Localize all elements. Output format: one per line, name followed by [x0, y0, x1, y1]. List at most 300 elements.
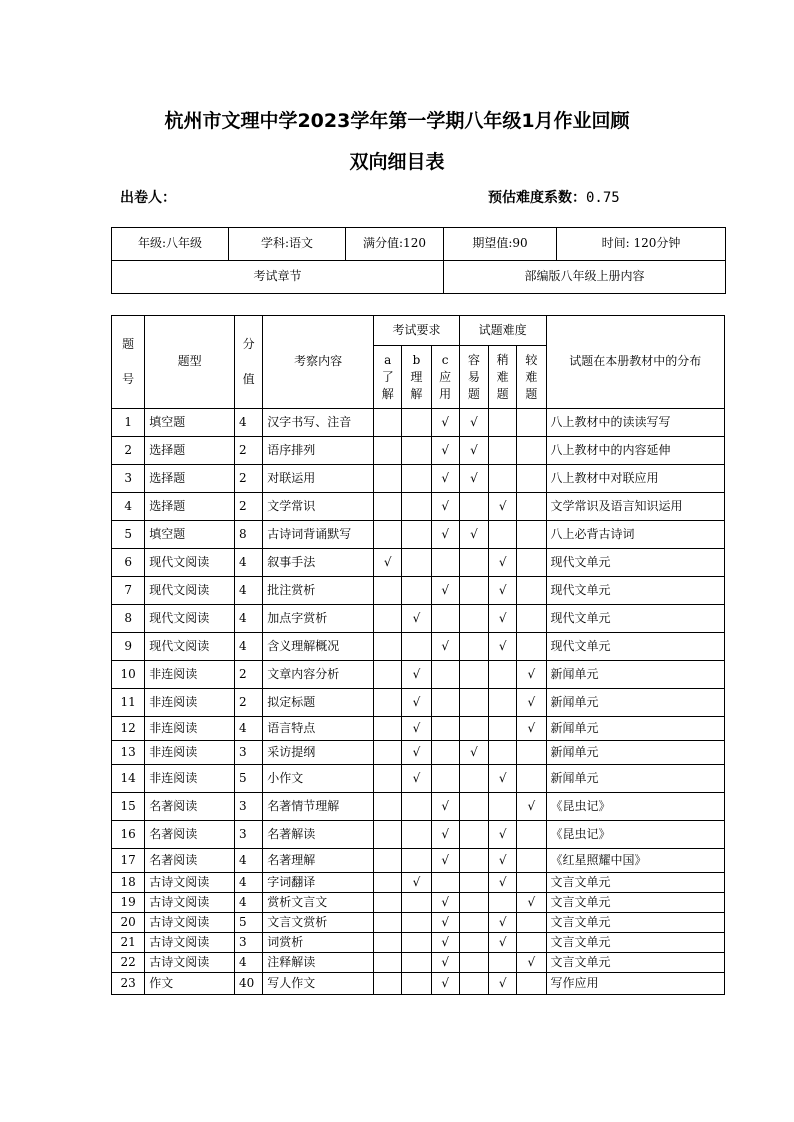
- row-diff-mid: √: [489, 493, 517, 521]
- row-diff-easy: [459, 605, 488, 633]
- table-row: [112, 689, 725, 717]
- row-diff-hard: [517, 633, 546, 661]
- row-number: 12: [112, 717, 145, 741]
- row-content: 名著理解: [263, 849, 374, 873]
- row-content: 小作文: [263, 765, 374, 793]
- row-diff-mid: [489, 741, 517, 765]
- row-type: 现代文阅读: [145, 549, 235, 577]
- row-req-c: √: [431, 633, 459, 661]
- row-distribution: 《昆虫记》: [546, 793, 724, 821]
- header-diff-mid: 稍 难 题: [489, 346, 517, 409]
- header-num: 题 号: [112, 316, 145, 409]
- row-diff-mid: √: [489, 577, 517, 605]
- header-diff-easy: 容 易 题: [459, 346, 488, 409]
- expected-cell: 期望值:90: [444, 228, 557, 261]
- row-req-c: √: [431, 493, 459, 521]
- chapter-row: [112, 261, 726, 294]
- row-content: 叙事手法: [263, 549, 374, 577]
- header-difficulty: 试题难度: [459, 316, 546, 346]
- grade-cell: 年级:八年级: [112, 228, 229, 261]
- row-distribution: 文言文单元: [546, 913, 724, 933]
- row-number: 10: [112, 661, 145, 689]
- row-req-c: √: [431, 821, 459, 849]
- row-number: 6: [112, 549, 145, 577]
- row-content: 汉字书写、注音: [263, 409, 374, 437]
- row-score: 4: [234, 893, 262, 913]
- row-content: 注释解读: [263, 953, 374, 973]
- chapter-value-cell: 部编版八年级上册内容: [444, 261, 726, 294]
- row-req-c: [431, 765, 459, 793]
- row-req-a: [374, 409, 402, 437]
- row-diff-easy: [459, 873, 488, 893]
- row-req-a: [374, 465, 402, 493]
- row-req-c: [431, 717, 459, 741]
- row-diff-mid: √: [489, 933, 517, 953]
- row-req-a: √: [374, 549, 402, 577]
- row-req-c: √: [431, 849, 459, 873]
- header-score: 分 值: [234, 316, 262, 409]
- row-number: 18: [112, 873, 145, 893]
- table-row: [112, 633, 725, 661]
- row-req-c: √: [431, 953, 459, 973]
- row-req-b: √: [402, 717, 431, 741]
- row-diff-hard: √: [517, 953, 546, 973]
- row-number: 17: [112, 849, 145, 873]
- row-req-c: [431, 549, 459, 577]
- row-type: 选择题: [145, 437, 235, 465]
- row-diff-easy: [459, 577, 488, 605]
- row-distribution: 现代文单元: [546, 605, 724, 633]
- row-diff-easy: √: [459, 437, 488, 465]
- row-type: 名著阅读: [145, 793, 235, 821]
- row-req-b: [402, 953, 431, 973]
- row-score: 2: [234, 493, 262, 521]
- row-req-b: √: [402, 689, 431, 717]
- row-diff-easy: √: [459, 465, 488, 493]
- row-req-b: [402, 465, 431, 493]
- row-number: 5: [112, 521, 145, 549]
- row-diff-hard: [517, 521, 546, 549]
- row-content: 词赏析: [263, 933, 374, 953]
- row-diff-mid: [489, 521, 517, 549]
- row-type: 填空题: [145, 409, 235, 437]
- row-req-a: [374, 849, 402, 873]
- row-score: 4: [234, 849, 262, 873]
- row-number: 21: [112, 933, 145, 953]
- row-req-c: √: [431, 465, 459, 493]
- row-req-c: √: [431, 793, 459, 821]
- row-diff-hard: √: [517, 717, 546, 741]
- row-distribution: 文言文单元: [546, 893, 724, 913]
- exam-info-table: [111, 227, 726, 294]
- document-subtitle: 双向细目表: [349, 151, 445, 173]
- row-content: 加点字赏析: [263, 605, 374, 633]
- row-req-c: √: [431, 913, 459, 933]
- time-cell: 时间: 120分钟: [557, 228, 726, 261]
- row-score: 3: [234, 793, 262, 821]
- header-content: 考察内容: [263, 316, 374, 409]
- table-row: [112, 577, 725, 605]
- row-req-b: √: [402, 661, 431, 689]
- row-type: 古诗文阅读: [145, 953, 235, 973]
- row-content: 名著情节理解: [263, 793, 374, 821]
- row-score: 4: [234, 873, 262, 893]
- row-type: 选择题: [145, 465, 235, 493]
- row-score: 40: [234, 973, 262, 995]
- table-row: [112, 973, 725, 995]
- row-diff-hard: [517, 493, 546, 521]
- table-row: [112, 409, 725, 437]
- table-row: [112, 953, 725, 973]
- row-type: 作文: [145, 973, 235, 995]
- row-req-b: [402, 437, 431, 465]
- row-req-b: [402, 633, 431, 661]
- document-title: 杭州市文理中学2023学年第一学期八年级1月作业回顾: [164, 110, 630, 132]
- row-content: 写人作文: [263, 973, 374, 995]
- row-content: 语序排列: [263, 437, 374, 465]
- row-diff-easy: [459, 661, 488, 689]
- table-row: [112, 661, 725, 689]
- row-diff-hard: [517, 821, 546, 849]
- row-content: 名著解读: [263, 821, 374, 849]
- row-diff-easy: [459, 793, 488, 821]
- row-type: 古诗文阅读: [145, 873, 235, 893]
- row-number: 2: [112, 437, 145, 465]
- row-diff-mid: [489, 661, 517, 689]
- detail-table: [111, 315, 725, 995]
- row-score: 4: [234, 409, 262, 437]
- table-row: [112, 549, 725, 577]
- row-score: 3: [234, 933, 262, 953]
- table-row: [112, 893, 725, 913]
- row-score: 4: [234, 549, 262, 577]
- row-req-a: [374, 437, 402, 465]
- row-diff-hard: [517, 765, 546, 793]
- row-distribution: 新闻单元: [546, 717, 724, 741]
- row-req-c: [431, 689, 459, 717]
- table-row: [112, 933, 725, 953]
- row-score: 3: [234, 821, 262, 849]
- table-row: [112, 493, 725, 521]
- row-type: 非连阅读: [145, 717, 235, 741]
- row-req-c: √: [431, 577, 459, 605]
- row-diff-hard: [517, 465, 546, 493]
- row-req-a: [374, 793, 402, 821]
- row-score: 4: [234, 633, 262, 661]
- row-content: 古诗词背诵默写: [263, 521, 374, 549]
- row-diff-mid: √: [489, 633, 517, 661]
- row-diff-hard: [517, 849, 546, 873]
- row-diff-hard: [517, 577, 546, 605]
- table-row: [112, 913, 725, 933]
- row-req-b: [402, 821, 431, 849]
- row-diff-easy: [459, 973, 488, 995]
- row-req-b: [402, 933, 431, 953]
- row-distribution: 八上必背古诗词: [546, 521, 724, 549]
- row-req-a: [374, 873, 402, 893]
- row-req-c: √: [431, 409, 459, 437]
- row-req-a: [374, 953, 402, 973]
- row-distribution: 八上教材中的读读写写: [546, 409, 724, 437]
- table-row: [112, 465, 725, 493]
- row-distribution: 新闻单元: [546, 661, 724, 689]
- row-type: 非连阅读: [145, 765, 235, 793]
- row-diff-easy: [459, 933, 488, 953]
- row-req-c: [431, 605, 459, 633]
- header-req-b: b 理 解: [402, 346, 431, 409]
- row-req-c: [431, 873, 459, 893]
- row-number: 7: [112, 577, 145, 605]
- row-distribution: 文言文单元: [546, 873, 724, 893]
- row-req-b: [402, 521, 431, 549]
- row-req-c: √: [431, 437, 459, 465]
- row-score: 2: [234, 661, 262, 689]
- row-type: 非连阅读: [145, 741, 235, 765]
- row-content: 文言文赏析: [263, 913, 374, 933]
- row-diff-mid: [489, 437, 517, 465]
- row-diff-easy: [459, 913, 488, 933]
- row-diff-easy: [459, 717, 488, 741]
- difficulty-value: 0.75: [586, 190, 620, 206]
- row-diff-hard: [517, 437, 546, 465]
- row-req-c: [431, 661, 459, 689]
- exam-info-row: [112, 228, 726, 261]
- row-diff-easy: [459, 493, 488, 521]
- row-diff-hard: [517, 409, 546, 437]
- header-requirement: 考试要求: [374, 316, 460, 346]
- row-distribution: 《昆虫记》: [546, 821, 724, 849]
- table-row: [112, 717, 725, 741]
- row-score: 2: [234, 437, 262, 465]
- row-diff-hard: [517, 549, 546, 577]
- row-diff-hard: [517, 873, 546, 893]
- row-req-b: [402, 409, 431, 437]
- row-score: 4: [234, 605, 262, 633]
- row-req-b: √: [402, 873, 431, 893]
- row-req-a: [374, 821, 402, 849]
- row-type: 现代文阅读: [145, 633, 235, 661]
- row-req-a: [374, 741, 402, 765]
- row-type: 非连阅读: [145, 661, 235, 689]
- row-diff-easy: √: [459, 741, 488, 765]
- row-number: 9: [112, 633, 145, 661]
- row-req-b: [402, 973, 431, 995]
- row-diff-hard: [517, 933, 546, 953]
- row-type: 古诗文阅读: [145, 893, 235, 913]
- row-diff-hard: [517, 973, 546, 995]
- table-row: [112, 821, 725, 849]
- row-diff-hard: √: [517, 661, 546, 689]
- row-number: 4: [112, 493, 145, 521]
- row-diff-mid: [489, 689, 517, 717]
- row-diff-easy: √: [459, 521, 488, 549]
- table-row: [112, 521, 725, 549]
- row-diff-easy: [459, 849, 488, 873]
- row-diff-mid: √: [489, 873, 517, 893]
- author-label: 出卷人：: [120, 190, 176, 206]
- row-diff-mid: [489, 953, 517, 973]
- subject-cell: 学科:语文: [229, 228, 346, 261]
- row-req-a: [374, 765, 402, 793]
- row-req-b: √: [402, 741, 431, 765]
- header-type: 题型: [145, 316, 235, 409]
- row-req-c: √: [431, 521, 459, 549]
- row-diff-mid: √: [489, 821, 517, 849]
- row-distribution: 现代文单元: [546, 633, 724, 661]
- row-type: 非连阅读: [145, 689, 235, 717]
- row-req-a: [374, 633, 402, 661]
- row-score: 5: [234, 765, 262, 793]
- row-diff-easy: [459, 821, 488, 849]
- row-req-b: [402, 893, 431, 913]
- row-diff-mid: [489, 893, 517, 913]
- row-type: 选择题: [145, 493, 235, 521]
- row-req-c: √: [431, 973, 459, 995]
- row-content: 含义理解概况: [263, 633, 374, 661]
- row-number: 22: [112, 953, 145, 973]
- row-content: 对联运用: [263, 465, 374, 493]
- row-diff-easy: [459, 953, 488, 973]
- row-type: 现代文阅读: [145, 577, 235, 605]
- row-req-a: [374, 893, 402, 913]
- row-req-a: [374, 933, 402, 953]
- row-req-a: [374, 577, 402, 605]
- row-content: 赏析文言文: [263, 893, 374, 913]
- table-row: [112, 849, 725, 873]
- row-content: 字词翻译: [263, 873, 374, 893]
- row-req-a: [374, 493, 402, 521]
- row-type: 填空题: [145, 521, 235, 549]
- row-diff-mid: [489, 793, 517, 821]
- row-diff-mid: [489, 409, 517, 437]
- row-type: 古诗文阅读: [145, 913, 235, 933]
- row-distribution: 现代文单元: [546, 549, 724, 577]
- row-req-b: [402, 849, 431, 873]
- row-req-a: [374, 605, 402, 633]
- table-row: [112, 741, 725, 765]
- row-score: 2: [234, 689, 262, 717]
- row-content: 文章内容分析: [263, 661, 374, 689]
- row-diff-easy: [459, 893, 488, 913]
- row-req-b: [402, 793, 431, 821]
- row-req-a: [374, 661, 402, 689]
- row-number: 11: [112, 689, 145, 717]
- row-number: 3: [112, 465, 145, 493]
- difficulty-info: [488, 187, 620, 207]
- row-type: 现代文阅读: [145, 605, 235, 633]
- row-req-a: [374, 913, 402, 933]
- row-req-a: [374, 689, 402, 717]
- row-diff-easy: [459, 689, 488, 717]
- row-diff-mid: √: [489, 765, 517, 793]
- row-number: 16: [112, 821, 145, 849]
- row-number: 19: [112, 893, 145, 913]
- row-number: 1: [112, 409, 145, 437]
- row-diff-hard: √: [517, 689, 546, 717]
- row-req-c: √: [431, 893, 459, 913]
- table-row: [112, 605, 725, 633]
- row-number: 23: [112, 973, 145, 995]
- row-req-c: √: [431, 933, 459, 953]
- row-distribution: 现代文单元: [546, 577, 724, 605]
- row-diff-mid: √: [489, 973, 517, 995]
- row-req-b: [402, 577, 431, 605]
- row-number: 20: [112, 913, 145, 933]
- row-diff-mid: √: [489, 913, 517, 933]
- header-req-a: a 了 解: [374, 346, 402, 409]
- row-diff-mid: √: [489, 549, 517, 577]
- row-content: 采访提纲: [263, 741, 374, 765]
- row-number: 14: [112, 765, 145, 793]
- table-row: [112, 873, 725, 893]
- row-content: 文学常识: [263, 493, 374, 521]
- row-diff-hard: √: [517, 793, 546, 821]
- difficulty-label: 预估难度系数：: [488, 190, 586, 206]
- row-number: 8: [112, 605, 145, 633]
- header-distribution: 试题在本册教材中的分布: [546, 316, 724, 409]
- row-distribution: 文言文单元: [546, 953, 724, 973]
- row-req-b: [402, 549, 431, 577]
- table-row: [112, 765, 725, 793]
- row-diff-hard: [517, 605, 546, 633]
- row-diff-easy: [459, 765, 488, 793]
- row-req-c: [431, 741, 459, 765]
- row-req-a: [374, 521, 402, 549]
- row-distribution: 文言文单元: [546, 933, 724, 953]
- row-diff-mid: √: [489, 605, 517, 633]
- row-score: 3: [234, 741, 262, 765]
- row-distribution: 新闻单元: [546, 689, 724, 717]
- row-req-b: [402, 493, 431, 521]
- row-diff-hard: √: [517, 893, 546, 913]
- table-row: [112, 437, 725, 465]
- row-score: 4: [234, 717, 262, 741]
- row-score: 4: [234, 577, 262, 605]
- row-content: 语言特点: [263, 717, 374, 741]
- chapter-label-cell: 考试章节: [112, 261, 444, 294]
- table-row: [112, 793, 725, 821]
- row-req-b: √: [402, 765, 431, 793]
- row-type: 名著阅读: [145, 849, 235, 873]
- row-req-a: [374, 973, 402, 995]
- row-diff-hard: [517, 913, 546, 933]
- row-content: 批注赏析: [263, 577, 374, 605]
- row-number: 15: [112, 793, 145, 821]
- row-type: 名著阅读: [145, 821, 235, 849]
- row-req-b: √: [402, 605, 431, 633]
- header-row-top: [112, 316, 725, 346]
- full-score-cell: 满分值:120: [346, 228, 444, 261]
- header-req-c: c 应 用: [431, 346, 459, 409]
- row-req-b: [402, 913, 431, 933]
- row-diff-mid: [489, 465, 517, 493]
- row-distribution: 《红星照耀中国》: [546, 849, 724, 873]
- row-score: 4: [234, 953, 262, 973]
- row-score: 5: [234, 913, 262, 933]
- row-req-a: [374, 717, 402, 741]
- row-distribution: 文学常识及语言知识运用: [546, 493, 724, 521]
- row-distribution: 新闻单元: [546, 741, 724, 765]
- header-diff-hard: 较 难 题: [517, 346, 546, 409]
- row-diff-easy: √: [459, 409, 488, 437]
- row-score: 2: [234, 465, 262, 493]
- row-distribution: 八上教材中对联应用: [546, 465, 724, 493]
- row-diff-easy: [459, 633, 488, 661]
- row-distribution: 八上教材中的内容延伸: [546, 437, 724, 465]
- row-number: 13: [112, 741, 145, 765]
- row-type: 古诗文阅读: [145, 933, 235, 953]
- row-distribution: 新闻单元: [546, 765, 724, 793]
